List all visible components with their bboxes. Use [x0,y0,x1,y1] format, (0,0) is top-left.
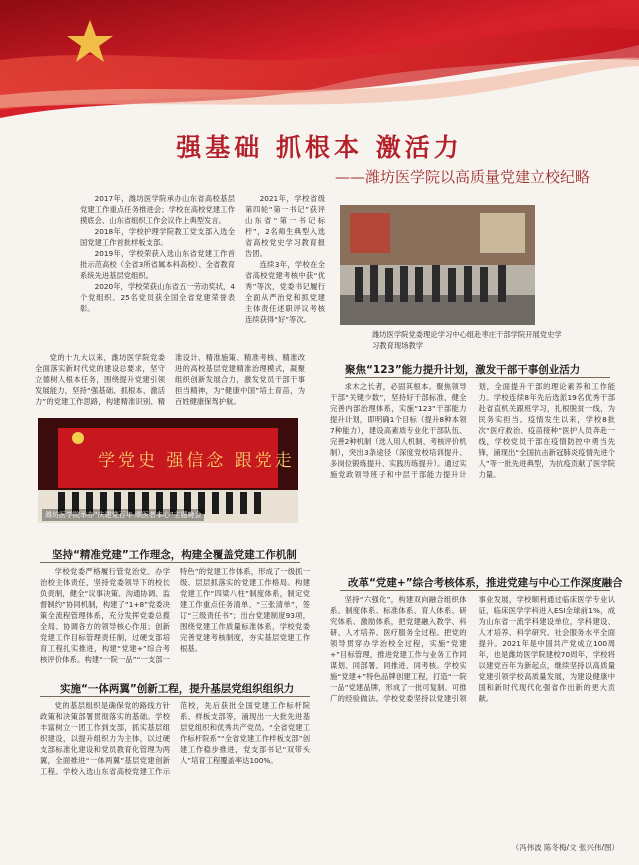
photo-study-group [340,205,535,325]
section-body-precision-party [40,566,310,676]
section-divider [40,562,300,563]
section-divider [40,696,310,697]
intro-summary-text: 党的十九大以来，潍坊医学院党委全面落实新时代党的建设总要求，坚守立德树人根本任务，围绕提升党建引领发展能力，坚持“强基础、抓根本、激活力”的党建工作思路，构建精准识别、精准设计、精准施策、精准考核、精准改进的高校基层党建精准治理模式，凝聚组织创新发展合力，激发党员干部干事担当精神，为“健康中国”培土育苗，为百姓健康保驾护航。 [35,353,305,406]
section-paragraph: 坚持“六强化”，构建双向融合组织体系、制度体系、标准体系、育人体系、研究体系、激励体系，把党建融入教学、科研、人才培养、医疗服务全过程。把党的领导贯穿办学治校全过程，实施“党建+”目标管理，推进党建工作与业务工作同谋划、同部署、同推进、同考核。学校实施“党建+”特色品牌创建工程，打造“一院一品”党建品牌，形成了一批可复制、可推广的经验做法。学校党委坚持以党建引领事业发展，学校顺利通过临床医学专业认证，临床医学学科进入ESI全球前1%，成为山东省一流学科建设单位，学科建设、人才培养、科学研究、社会服务水平全面提升。2021年是中国共产党成立100周年，也是潍坊医学院建校70周年，学校将以建党百年为新起点，继续坚持以高质量党建引领学校高质量发展，为建设健康中国和新时代现代化强省作出新的更大贡献。 [330,595,615,703]
photo-caption-study-group: 潍坊医学院党委理论学习中心组赴枣庄干部学院开展党史学习教育现场教学 [372,330,562,350]
section-body-innovation [40,700,310,845]
section-divider [345,377,610,378]
section-body-assessment [330,594,615,844]
byline: （冯伟波 陈冬梅/文 张兴伟/图） [511,843,619,852]
intro-paragraph: 2018年，学校护理学院教工党支部入选全国党建工作首批样板支部。 [80,227,235,247]
section-title-innovation: 实施“一体两翼”创新工程，提升基层党组织组织力 [60,683,295,695]
intro-column-2 [245,193,325,325]
intro-paragraph: 连续3年，学校在全省高校党建考核中获“优秀”等次，党委书记履行全面从严治党和抓党建主体责任述职评议考核连续获得“好”等次。 [245,260,325,324]
header-banner [0,0,639,125]
intro-column [80,193,235,314]
section-title-assessment: 改革“党建+”综合考核体系，推进党建与中心工作深度融合 [348,577,623,589]
intro-paragraph: 2021年，学校省级第四轮“第一书记”获评山东省“第一书记标杆”，2名师生典型入选省高校党史学习教育报告团。 [245,194,325,258]
section-divider [340,590,610,591]
study-group-photo [340,205,535,325]
flag-banner-graphic [0,0,639,125]
section-paragraph: 学校党委严格履行管党治党、办学治校主体责任，坚持党委领导下的校长负责制，健全“议事决策、沟通协调、监督制约”协同机制，构建了“1+8”党委决策全流程管理体系，充分发挥党委总揽全局、协调各方的领导核心作用；创新党建工作目标管理责任制，过硬支部培育工程扎实推进，构建“党建+”综合考核评价体系。构建“一院一品”“一支部一特色”的党建工作体系，形成了一级抓一级、层层抓落实的党建工作格局。构建党建工作“四梁八柱”制度体系，制定党建工作重点任务清单、“三张清单”，签订“三级责任书”；出台党建制度93项，围绕党建工作质量标准体系，学校党委完善党建考核制度，夯实基层党建工作根基。 [40,567,310,664]
section-paragraph: 党的基层组织是确保党的路线方针政策和决策部署贯彻落实的基础。学校丰富树立一团工作到支部，抓实基层组织建设，以提升组织力为主体，以过硬支部标准化建设和党员教育化管理为两翼，全面推进“一体两翼”基层党建创新工程。学校入选山东省高校党建工作示范校，先后获批全国党建工作标杆院系、样板支部等，涌现出一大批先进基层党组织和优秀共产党员。“全省党建工作标杆院系”“全省党建工作样板支部”创建工作稳步推进，党支部书记“双带头人”培育工程覆盖率达100%。 [40,701,310,776]
section-title-cadre: 聚焦“123”能力提升计划，激发干部干事创业活力 [345,364,581,376]
stage-banner-text: 学党史 强信念 跟党走 [98,451,295,471]
intro-paragraph: 2017年，潍坊医学院承办山东省高校基层党建工作重点任务推进会；学校在高校党建工作摸底会、山东省组织工作会议作上典型发言。 [80,194,235,225]
photo-caption-gala: 潍坊医学院举办“庆建党百年 颂医者本心”主题晚会 [42,509,204,521]
headline: 强基础 抓根本 激活力 [176,133,463,162]
subheadline: ——潍坊医学院以高质量党建立校纪略 [334,168,590,186]
photo-gala [38,418,298,523]
intro-summary [35,352,305,407]
section-title-precision-party: 坚持“精准党建”工作理念，构建全覆盖党建工作机制 [52,549,297,561]
intro-paragraph: 2020年，学校荣获山东省五一劳动奖状，4个党组织、25名党员获全国全省党建荣誉表彰。 [80,282,235,313]
section-body-cadre [330,381,615,569]
section-paragraph: 求木之长者，必固其根本。聚焦领导干部“关键少数”，坚持好干部标准，健全完善内部治理体系，实施“123”干部能力提升计划，即明确1个目标（提升8种本领7种能力），建设高素质专业化干部队伍、完善2种机制（选人用人机制、考核评价机制），突出3条途径（深度党校培训提升、多岗位锻炼提升、实践历练提升）。通过实施党政领导班子和中层干部能力提升计划，全面提升干部的理论素养和工作能力。学校连续8年先后选派19名优秀干部赴省直机关跟班学习，扎根脱贫一线，为民务实担当。疫情发生以来，学校8批次“医疗救治、疫苗接种”医护人员奔赴一线，学校党员干部在疫情防控中勇当先锋，涌现出“全国抗击新冠肺炎疫情先进个人”等一批先进典型，为抗疫贡献了医学院力量。 [330,382,615,479]
intro-paragraph: 2019年，学校荣获入选山东省党建工作首批示范高校（全省3所省属本科高校）、全省教育系统先进基层党组织。 [80,249,235,280]
